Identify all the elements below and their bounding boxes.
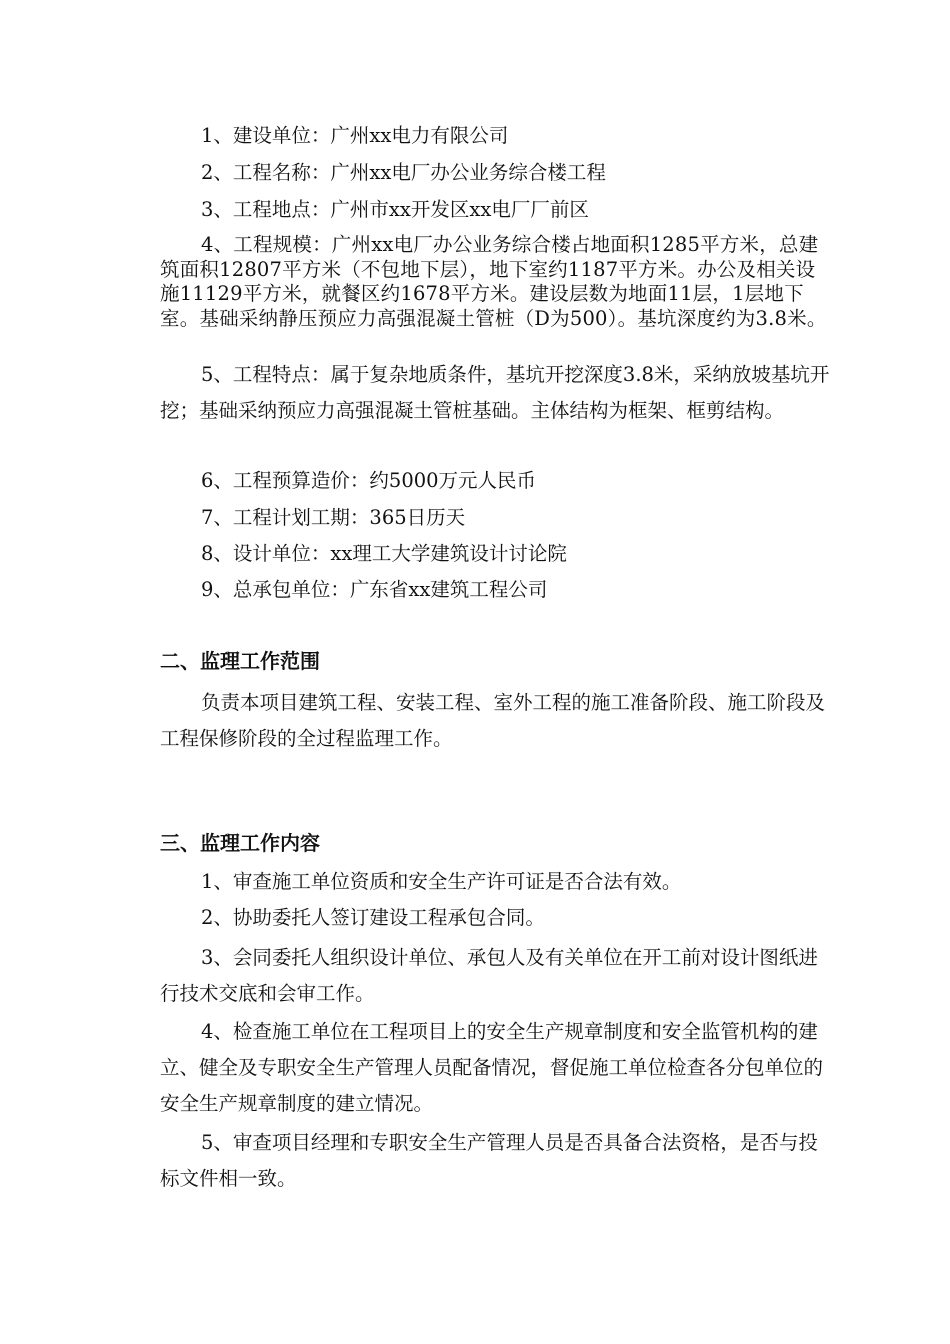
project-info-item-5: 5、工程特点：属于复杂地质条件，基坑开挖深度3.8米，采纳放坡基坑开挖；基础采纳预应力高强混凝土管桩基础。主体结构为框架、框剪结构。 xyxy=(160,363,830,423)
section-3-item-5: 5、审查项目经理和专职安全生产管理人员是否具备合法资格，是否与投标文件相一致。 xyxy=(160,1131,818,1191)
section-3-item-2: 2、协助委托人签订建设工程承包合同。 xyxy=(201,906,545,929)
project-info-item-4: 4、工程规模：广州xx电厂办公业务综合楼占地面积1285平方米，总建筑面积12807平方米（不包地下层），地下室约1187平方米。办公及相关设施11129平方米，就餐区约1678平方米。建设层数为地面11层，1层地下室。基础采纳静压预应力高强混凝土管桩（D为500）。基坑深度约为3.8米。 xyxy=(160,233,827,330)
section-3-item-4: 4、检查施工单位在工程项目上的安全生产规章制度和安全监管机构的建立、健全及专职安全生产管理人员配备情况，督促施工单位检查各分包单位的安全生产规章制度的建立情况。 xyxy=(160,1020,824,1116)
section-3-item-1: 1、审查施工单位资质和安全生产许可证是否合法有效。 xyxy=(201,870,682,893)
project-info-item-9: 9、总承包单位：广东省xx建筑工程公司 xyxy=(201,578,548,601)
project-info-item-8: 8、设计单位：xx理工大学建筑设计讨论院 xyxy=(201,542,567,565)
section-3-heading: 三、监理工作内容 xyxy=(160,831,320,855)
project-info-item-3: 3、工程地点：广州市xx开发区xx电厂厂前区 xyxy=(201,198,589,221)
project-info-item-6: 6、工程预算造价：约5000万元人民币 xyxy=(201,469,537,492)
project-info-item-7: 7、工程计划工期：365日历天 xyxy=(201,506,466,529)
project-info-item-2: 2、工程名称：广州xx电厂办公业务综合楼工程 xyxy=(201,161,606,184)
section-3-item-3: 3、会同委托人组织设计单位、承包人及有关单位在开工前对设计图纸进行技术交底和会审工作。 xyxy=(160,946,818,1006)
section-2-body: 负责本项目建筑工程、安装工程、室外工程的施工准备阶段、施工阶段及工程保修阶段的全过程监理工作。 xyxy=(160,691,826,751)
section-2-heading: 二、监理工作范围 xyxy=(160,649,320,673)
project-info-item-1: 1、建设单位：广州xx电力有限公司 xyxy=(201,124,509,147)
